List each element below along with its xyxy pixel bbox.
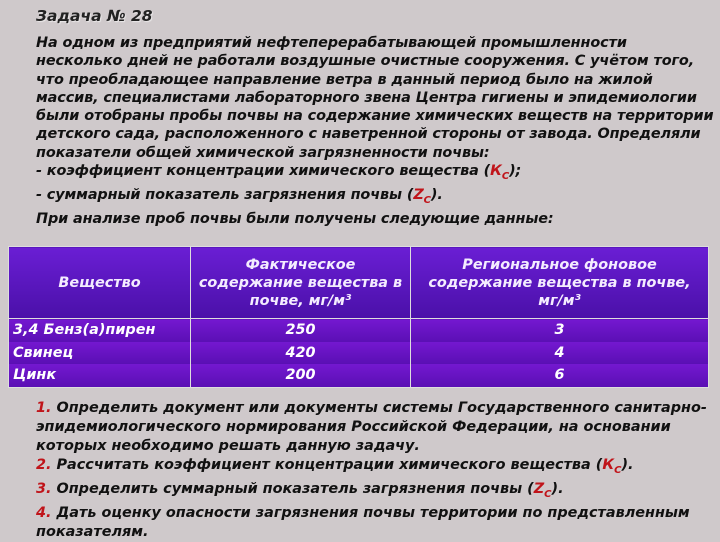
actual-cell: 420 bbox=[191, 342, 411, 365]
table-row bbox=[9, 319, 709, 342]
task-item: 4. Дать оценку опасности загрязнения почвы территории по представленным показателям. bbox=[36, 504, 690, 540]
task-list bbox=[6, 399, 714, 542]
table-header-row bbox=[9, 247, 709, 319]
background-cell: 4 bbox=[411, 342, 709, 365]
header-background: Региональное фоновое содержание вещества в почве, мг/м³ bbox=[411, 247, 709, 319]
indicator-item-kc: - коэффициент концентрации химического вещества $(К_С)$; bbox=[36, 163, 522, 182]
background-cell: 6 bbox=[411, 364, 709, 387]
actual-cell: 200 bbox=[191, 364, 411, 387]
analysis-line: При анализе проб почвы были получены следующие данные: bbox=[36, 211, 554, 228]
task-description bbox=[6, 34, 714, 229]
substance-cell: Цинк bbox=[9, 364, 191, 387]
intro-paragraph: На одном из предприятий нефтеперерабатывающей промышленности несколько дней не работали воздушные очистные сооружения. С учётом того, что преобладающее направление ветра в данный период было на жилой массив, специалистами лабораторного звена Центра гигиены и эпидемиологии были отобраны пробы почвы на содержание химических веществ на территории детского сада, расположенного с наветренной стороны от завода. Определяли показатели общей химической загрязненности почвы: bbox=[36, 35, 714, 161]
task-item: 2. Рассчитать коэффициент концентрации химического вещества $(К_С)$. bbox=[36, 457, 634, 476]
soil-data-table bbox=[8, 246, 709, 388]
task-item: 3. Определить суммарный показатель загрязнения почвы $(Z_C)$. bbox=[36, 480, 564, 500]
header-actual: Фактическое содержание вещества в почве, мг/м³ bbox=[191, 247, 411, 319]
header-substance: Вещество bbox=[9, 247, 191, 319]
background-cell: 3 bbox=[411, 319, 709, 342]
substance-cell: Свинец bbox=[9, 342, 191, 365]
task-title: Задача № 28 bbox=[36, 7, 153, 25]
task-item: 1. Определить документ или документы системы Государственного санитарно-эпидемиологического нормирования Российской Федерации, на основании которых необходимо решать данную задачу. bbox=[36, 400, 707, 454]
table-row bbox=[9, 342, 709, 365]
indicator-item-zc: - суммарный показатель загрязнения почвы $(Z_C)$. bbox=[36, 187, 443, 207]
substance-cell: 3,4 Бенз(а)пирен bbox=[9, 319, 191, 342]
table-row bbox=[9, 364, 709, 387]
actual-cell: 250 bbox=[191, 319, 411, 342]
